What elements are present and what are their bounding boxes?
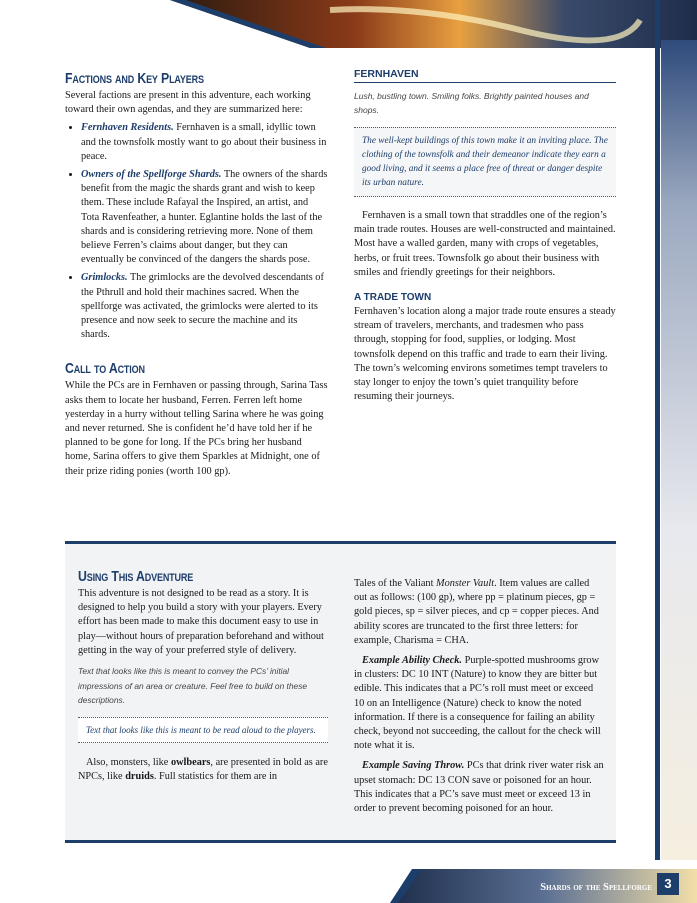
- read-aloud-example: Text that looks like this is meant to be read aloud to the players.: [78, 717, 328, 743]
- left-column: [65, 70, 328, 479]
- factions-intro: Several factions are present in this adventure, each working toward their own agendas, and they are summarized here:: [65, 90, 311, 116]
- factions-heading: Factions and Key Players: [65, 70, 204, 87]
- page-number: 3: [657, 873, 679, 895]
- using-adventure-intro: This adventure is not designed to be read as a story. It is designed to help you build a story with your players. Every effort has been made to make this document easy to use in play—without hours of preparation beforehand and without getting in the way of your preferred style of delivery.: [78, 588, 324, 656]
- impression-example: Text that looks like this is meant to convey the PCs’ initial impressions of an area or creature. Feel free to build on these descriptions.: [78, 666, 308, 706]
- footer-title: Shards of the Spellforge: [540, 882, 652, 893]
- sidebar-right-column: [354, 577, 604, 816]
- ability-check-example: Example Ability Check. Purple-spotted mushrooms grow in clusters: DC 10 INT (Nature) to know they are bitter but edible. This indicates that a PC’s roll must meet or exceed 10 on an Intelligence (Nature) check to know the noted information. If there is a consequence for failing an ability check, beyond not succeeding, the callout for the check will note what it is.: [354, 655, 601, 752]
- trade-town-heading: A TRADE TOWN: [354, 292, 432, 304]
- sidebar-left-column: [78, 568, 328, 784]
- factions-list: [65, 121, 328, 342]
- monsters-note: Also, monsters, like owlbears, are presented in bold as are NPCs, like druids. Full statistics for them are in: [78, 756, 328, 782]
- right-column: [354, 68, 616, 404]
- read-aloud-box: The well-kept buildings of this town make it an inviting place. The clothing of the townsfolk and their demeanor indicate they earn a good living, and it seems a place free of threat or danger despite its urban nature.: [354, 127, 616, 197]
- trade-town-text: Fernhaven’s location along a major trade route ensures a steady stream of travelers, merchants, and tradesmen who pass through, stopping for food, supplies, or lodging. Most townsfolk depend on this traffic and trade to earn their living. The town’s welcoming environs sometimes tempt travelers to stay longer to enjoy the town’s quiet tranquility before resuming their journeys.: [354, 306, 616, 403]
- call-to-action-heading: Call to Action: [65, 360, 145, 378]
- call-to-action-text: While the PCs are in Fernhaven or passing through, Sarina Tass asks them to locate her husband, Ferren. Ferren left home yesterday in a hurry without telling Sarina where he was going and never returned. She is confident he’d have told her if he planned to be gone for long. If the PCs bring her husband home, Sarina offers to give them Sparkles at Midnight, one of their prize riding ponies (worth 100 gp).: [65, 380, 328, 477]
- faction-item: • Grimlocks. The grimlocks are the devolved descendants of the Pthrull and hold their machines sacred. When the spellforge was activated, the grimlocks were alerted to its presence and now seek to secure the machine and its shards.: [81, 271, 328, 342]
- faction-item: • Owners of the Spellforge Shards. The owners of the shards benefit from the magic the shards grant and wish to keep them. These include Rafayal the Inspired, an artist, and Tota Ravenfeather, a hunter. Eglantine holds the last of the shards and is considering retrieving more. None of them believe Ferren’s claims about danger, but they can eventually be convinced of the dangers the shards pose.: [81, 168, 328, 267]
- using-adventure-heading: Using This Adventure: [78, 568, 194, 585]
- saving-throw-example: Example Saving Throw. PCs that drink river water risk an upset stomach: DC 13 CON save or poisoned for an hour. This indicates that a PC’s save must meet or exceed 13 in order to prevent becoming poisoned for an hour.: [354, 760, 604, 815]
- fernhaven-description: Fernhaven is a small town that straddles one of the region’s main trade routes. Houses are well-constructed and maintained. Most have a walled garden, many with crops of vegetables, herbs, or fruit trees. Townsfolk go about their business with smiles and friendly greetings for their neighbors.: [354, 210, 616, 278]
- faction-item: • Fernhaven Residents. Fernhaven is a small, idyllic town and the townsfolk mostly want to go about their business in peace.: [81, 121, 328, 164]
- location-title: FERNHAVEN: [354, 68, 616, 83]
- item-values-note: Tales of the Valiant Monster Vault. Item values are called out as follows: (100 gp), where pp = platinum pieces, gp = gold pieces, sp = silver pieces, and cp = copper pieces. And ability scores are truncated to the first three letters: for example, Charisma = CHA.: [354, 578, 599, 646]
- using-adventure-sidebar: [65, 541, 616, 843]
- location-impression: Lush, bustling town. Smiling folks. Brightly painted houses and shops.: [354, 91, 589, 115]
